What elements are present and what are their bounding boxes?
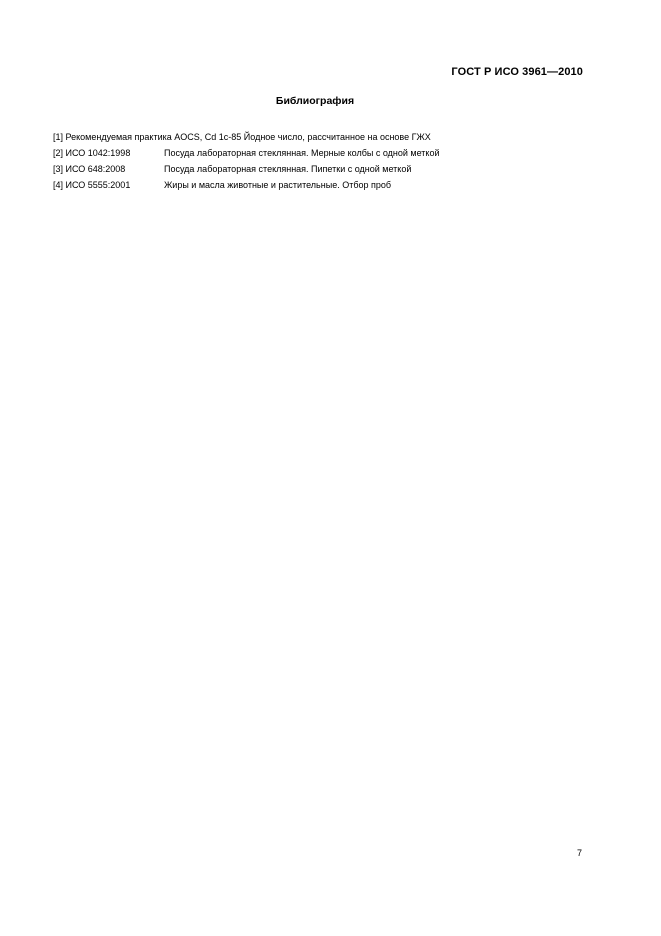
- bibliography-item: [53, 179, 593, 195]
- bibliography-item: [53, 147, 593, 163]
- bibliography-list: [53, 131, 593, 195]
- page-number: 7: [576, 848, 582, 858]
- bibliography-item: [53, 163, 593, 179]
- section-title: Библиография: [275, 95, 355, 107]
- standard-code: ГОСТ Р ИСО 3961—2010: [451, 66, 583, 78]
- bibliography-ref: [3] ИСО 648:2008: [53, 164, 126, 174]
- bibliography-item: [53, 131, 593, 147]
- bibliography-title: Посуда лабораторная стеклянная. Мерные колбы с одной меткой: [164, 148, 440, 158]
- bibliography-ref: [2] ИСО 1042:1998: [53, 148, 131, 158]
- bibliography-title: Жиры и масла животные и растительные. Отбор проб: [164, 180, 392, 190]
- bibliography-title: Посуда лабораторная стеклянная. Пипетки с одной меткой: [164, 164, 412, 174]
- bibliography-ref: [4] ИСО 5555:2001: [53, 180, 131, 190]
- bibliography-ref: [1] Рекомендуемая практика AOCS, Cd 1c-85 Йодное число, рассчитанное на основе ГЖХ: [53, 132, 431, 142]
